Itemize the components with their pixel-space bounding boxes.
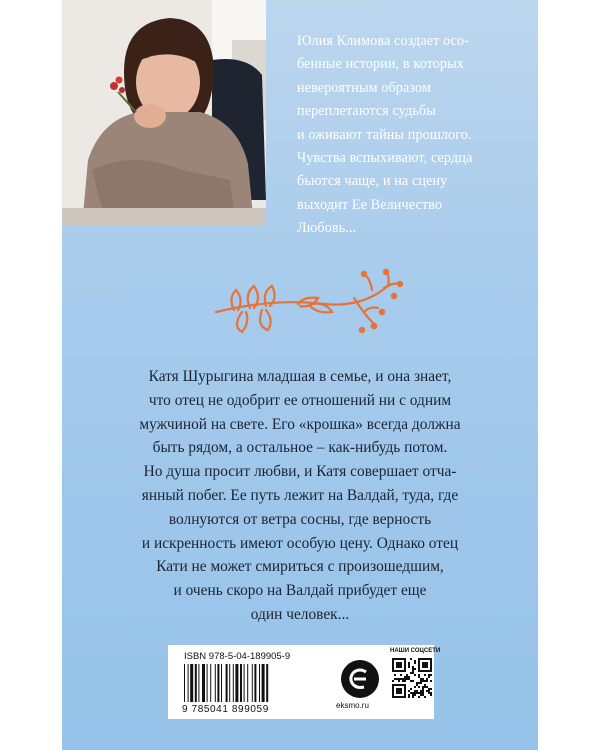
about-line: переплетаются судьбы [297,103,436,120]
synopsis-line: волнуются от ветра сосны, где верность [168,510,432,528]
floral-branch-ornament [214,268,404,353]
barcode-icon [182,664,322,704]
social-label: НАШИ СОЦСЕТИ [390,648,441,654]
about-line: выходит Ее Величество [297,196,443,213]
about-line: бенные истории, в которых [297,56,464,73]
synopsis-line: и очень скоро на Валдай прибудет еще [173,582,427,600]
qr-code-icon [392,658,432,698]
about-line: Чувства вспыхивают, сердца [297,150,473,167]
synopsis-line: мужчиной на свете. Его «крошка» всегда должна [139,415,461,433]
synopsis-line: Кати не может смириться с произошедшим, [156,558,444,576]
about-line: Любовь... [297,220,357,237]
barcode-number: 9 785041 899059 [182,704,269,715]
isbn-text: ISBN 978-5-04-189905-9 [184,651,291,662]
about-line: Юлия Климова создает осо- [297,33,470,49]
synopsis-line: и искренность имеют особую цену. Однако отец [141,534,459,552]
synopsis-line: быть рядом, а остальное – как-нибудь потом. [152,439,448,457]
author-photo [62,0,266,226]
synopsis-line: что отец не одобрит ее отношений ни с одним [148,391,452,409]
about-line: и оживают тайны прошлого. [297,126,472,143]
synopsis-line: один человек... [250,605,350,623]
publisher-site: eksmo.ru [336,701,369,710]
synopsis-line: Но душа просит любви, и Катя совершает отча- [143,463,457,481]
about-line: невероятным образом [297,79,432,96]
eksmo-logo-icon [340,659,380,699]
synopsis-line: янный побег. Ее путь лежит на Валдай, туда, где [141,486,459,504]
barcode-panel [168,645,441,719]
synopsis-line: Катя Шурыгина младшая в семье, и она знает, [148,368,452,385]
book-synopsis [82,365,518,627]
about-author-text [297,30,517,241]
back-cover [62,0,538,750]
about-line: бьются чаще, и на сцену [297,173,448,190]
